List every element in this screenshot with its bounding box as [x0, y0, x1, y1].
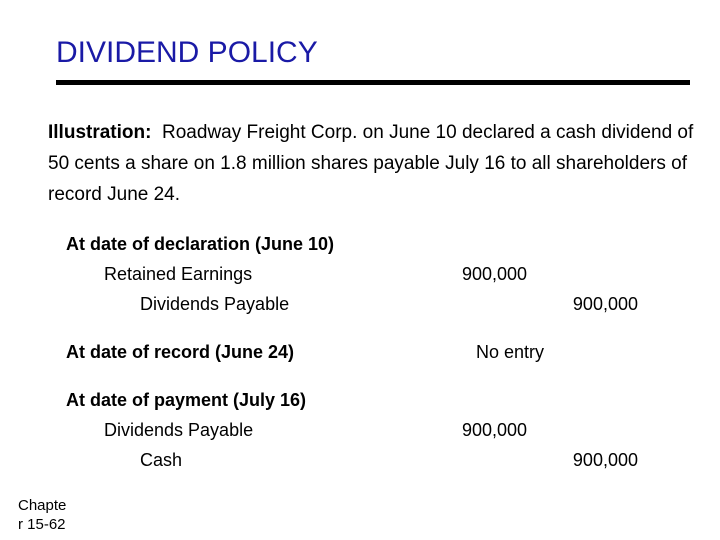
slide-title: DIVIDEND POLICY — [56, 36, 318, 69]
illustration-text: Roadway Freight Corp. on June 10 declared a cash dividend of 50 cents a share on 1.8 million shares payable July 16 to all shareholders of record June 24. — [48, 122, 694, 205]
declaration-credit-account: Dividends Payable — [140, 294, 290, 314]
declaration-credit-amount: 900,000 — [572, 294, 638, 314]
payment-debit-account: Dividends Payable — [104, 420, 254, 440]
illustration-paragraph — [48, 117, 708, 210]
chapter-footer — [18, 496, 78, 534]
declaration-debit-amount: 900,000 — [462, 264, 528, 284]
footer-line-2: r 15-62 — [18, 516, 66, 533]
footer-line-1: Chapte — [18, 497, 67, 514]
record-heading: At date of record (June 24) — [66, 342, 295, 362]
declaration-heading: At date of declaration (June 10) — [66, 234, 335, 254]
payment-credit-amount: 900,000 — [572, 450, 638, 470]
payment-credit-account: Cash — [140, 450, 183, 470]
illustration-label: Illustration: — [48, 122, 152, 143]
record-entry: No entry — [476, 342, 545, 362]
declaration-debit-account: Retained Earnings — [104, 264, 253, 284]
title-divider — [56, 80, 690, 85]
payment-debit-amount: 900,000 — [462, 420, 528, 440]
payment-heading: At date of payment (July 16) — [66, 390, 307, 410]
